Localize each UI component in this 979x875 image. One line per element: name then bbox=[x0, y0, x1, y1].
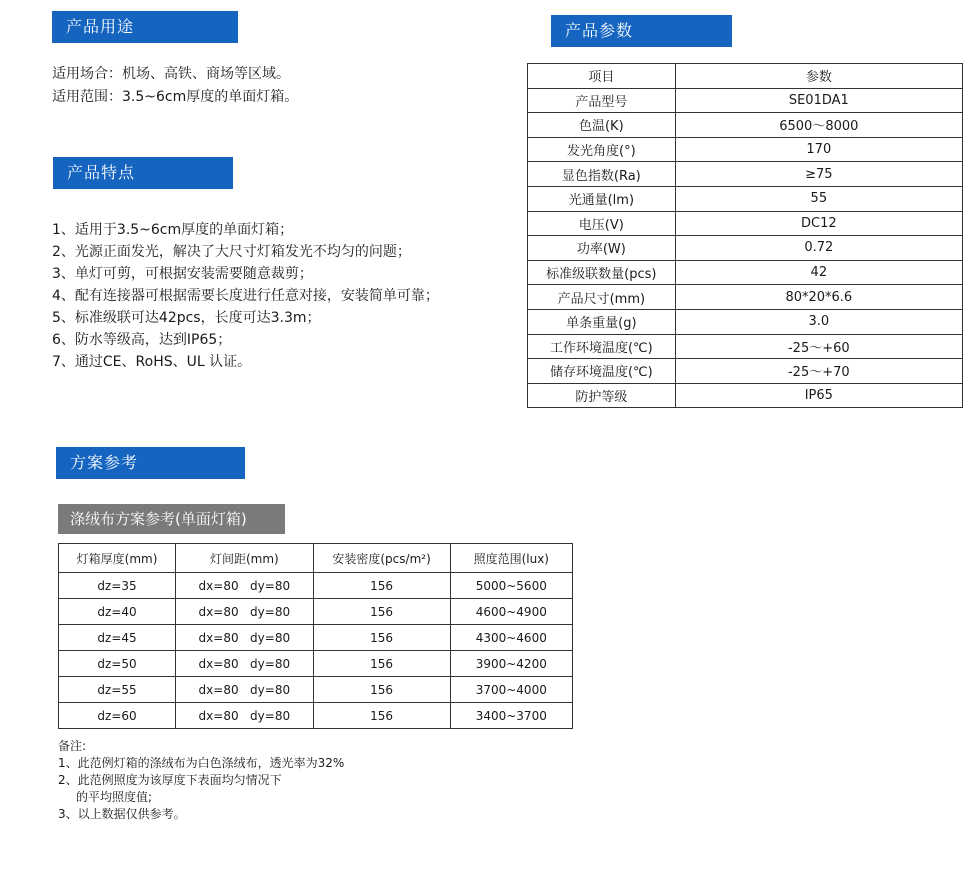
param-label: 色温(K) bbox=[528, 113, 676, 138]
scheme-header-lux: 照度范围(lux) bbox=[450, 544, 572, 573]
params-section-title: 产品参数 bbox=[565, 21, 634, 40]
dx-value: dx=80 bbox=[198, 630, 239, 645]
note-item-2: 2、此范例照度为该厚度下表面均匀情况下 bbox=[58, 773, 282, 787]
thickness-cell: dz=55 bbox=[59, 677, 176, 703]
table-row bbox=[59, 625, 573, 651]
dy-value: dy=80 bbox=[250, 656, 291, 671]
param-value: 80*20*6.6 bbox=[675, 285, 962, 310]
dx-value: dx=80 bbox=[198, 578, 239, 593]
table-row bbox=[59, 651, 573, 677]
params-header-item: 项目 bbox=[528, 64, 676, 89]
thickness-cell: dz=45 bbox=[59, 625, 176, 651]
lux-cell: 3900~4200 bbox=[450, 651, 572, 677]
lux-cell: 4300~4600 bbox=[450, 625, 572, 651]
param-value: 6500～8000 bbox=[675, 113, 962, 138]
table-row bbox=[59, 703, 573, 729]
dx-value: dx=80 bbox=[198, 708, 239, 723]
param-label: 标准级联数量(pcs) bbox=[528, 260, 676, 285]
scheme-header-thickness: 灯箱厚度(mm) bbox=[59, 544, 176, 573]
table-row bbox=[528, 113, 963, 138]
param-value: SE01DA1 bbox=[675, 88, 962, 113]
spacing-cell bbox=[176, 625, 313, 651]
thickness-cell: dz=40 bbox=[59, 599, 176, 625]
feature-item-1: 1、适用于3.5~6cm厚度的单面灯箱； bbox=[52, 222, 294, 238]
dx-value: dx=80 bbox=[198, 682, 239, 697]
param-label: 产品尺寸(mm) bbox=[528, 285, 676, 310]
density-cell: 156 bbox=[313, 625, 450, 651]
usage-line-1: 适用场合：机场、高铁、商场等区域。 bbox=[52, 66, 290, 82]
param-value: DC12 bbox=[675, 211, 962, 236]
table-row bbox=[528, 88, 963, 113]
note-item-2-continuation: 的平均照度值; bbox=[76, 790, 153, 804]
table-row bbox=[528, 309, 963, 334]
feature-item-3: 3、单灯可剪，可根据安装需要随意裁剪； bbox=[52, 266, 313, 282]
lux-cell: 3400~3700 bbox=[450, 703, 572, 729]
table-row bbox=[528, 186, 963, 211]
note-item-3: 3、以上数据仅供参考。 bbox=[58, 807, 186, 821]
scheme-header-spacing: 灯间距(mm) bbox=[176, 544, 313, 573]
table-row bbox=[59, 573, 573, 599]
scheme-subtitle-bar bbox=[58, 504, 285, 534]
features-section-header bbox=[53, 157, 233, 189]
density-cell: 156 bbox=[313, 599, 450, 625]
feature-item-2: 2、光源正面发光，解决了大尺寸灯箱发光不均匀的问题； bbox=[52, 244, 411, 260]
table-row bbox=[528, 236, 963, 261]
scheme-table-header-row bbox=[59, 544, 573, 573]
dy-value: dy=80 bbox=[250, 604, 291, 619]
thickness-cell: dz=50 bbox=[59, 651, 176, 677]
param-label: 储存环境温度(℃) bbox=[528, 359, 676, 384]
dy-value: dy=80 bbox=[250, 630, 291, 645]
param-label: 功率(W) bbox=[528, 236, 676, 261]
param-label: 电压(V) bbox=[528, 211, 676, 236]
param-value: 170 bbox=[675, 137, 962, 162]
spacing-cell bbox=[176, 573, 313, 599]
feature-item-7: 7、通过CE、RoHS、UL 认证。 bbox=[52, 354, 252, 370]
table-row bbox=[528, 211, 963, 236]
lux-cell: 5000~5600 bbox=[450, 573, 572, 599]
scheme-section-title: 方案参考 bbox=[70, 453, 139, 472]
density-cell: 156 bbox=[313, 703, 450, 729]
spacing-cell bbox=[176, 651, 313, 677]
param-value: ≥75 bbox=[675, 162, 962, 187]
param-label: 单条重量(g) bbox=[528, 309, 676, 334]
thickness-cell: dz=35 bbox=[59, 573, 176, 599]
table-row bbox=[528, 137, 963, 162]
param-value: 55 bbox=[675, 186, 962, 211]
scheme-header-density: 安装密度(pcs/m²) bbox=[313, 544, 450, 573]
feature-item-6: 6、防水等级高，达到IP65； bbox=[52, 332, 232, 348]
note-item-1: 1、此范例灯箱的涤绒布为白色涤绒布，透光率为32% bbox=[58, 756, 345, 770]
param-value: 42 bbox=[675, 260, 962, 285]
dy-value: dy=80 bbox=[250, 578, 291, 593]
lux-cell: 4600~4900 bbox=[450, 599, 572, 625]
scheme-table bbox=[58, 543, 573, 729]
param-value: 0.72 bbox=[675, 236, 962, 261]
spacing-cell bbox=[176, 703, 313, 729]
lux-cell: 3700~4000 bbox=[450, 677, 572, 703]
density-cell: 156 bbox=[313, 677, 450, 703]
dy-value: dy=80 bbox=[250, 708, 291, 723]
param-label: 防护等级 bbox=[528, 383, 676, 408]
param-value: 3.0 bbox=[675, 309, 962, 334]
table-row bbox=[528, 285, 963, 310]
param-label: 显色指数(Ra) bbox=[528, 162, 676, 187]
feature-item-4: 4、配有连接器可根据需要长度进行任意对接，安装简单可靠； bbox=[52, 288, 439, 304]
scheme-subtitle: 涤绒布方案参考(单面灯箱) bbox=[70, 510, 247, 528]
spacing-cell bbox=[176, 677, 313, 703]
table-row bbox=[528, 260, 963, 285]
scheme-section-header bbox=[56, 447, 245, 479]
table-row bbox=[528, 334, 963, 359]
table-row bbox=[528, 162, 963, 187]
param-label: 光通量(lm) bbox=[528, 186, 676, 211]
usage-line-2: 适用范围：3.5~6cm厚度的单面灯箱。 bbox=[52, 89, 299, 105]
table-row bbox=[59, 677, 573, 703]
note-item-2-cont bbox=[58, 789, 152, 806]
dy-value: dy=80 bbox=[250, 682, 291, 697]
feature-item-5: 5、标准级联可达42pcs，长度可达3.3m； bbox=[52, 310, 321, 326]
params-header-value: 参数 bbox=[675, 64, 962, 89]
notes-title: 备注: bbox=[58, 739, 87, 753]
table-row bbox=[59, 599, 573, 625]
dx-value: dx=80 bbox=[198, 656, 239, 671]
dx-value: dx=80 bbox=[198, 604, 239, 619]
thickness-cell: dz=60 bbox=[59, 703, 176, 729]
params-section-header bbox=[551, 15, 732, 47]
param-value: -25～+70 bbox=[675, 359, 962, 384]
param-label: 发光角度(°) bbox=[528, 137, 676, 162]
usage-section-title: 产品用途 bbox=[66, 17, 135, 36]
params-table-header-row bbox=[528, 64, 963, 89]
param-label: 工作环境温度(℃) bbox=[528, 334, 676, 359]
density-cell: 156 bbox=[313, 573, 450, 599]
density-cell: 156 bbox=[313, 651, 450, 677]
table-row bbox=[528, 383, 963, 408]
param-value: IP65 bbox=[675, 383, 962, 408]
spacing-cell bbox=[176, 599, 313, 625]
usage-section-header bbox=[52, 11, 238, 43]
table-row bbox=[528, 359, 963, 384]
param-value: -25～+60 bbox=[675, 334, 962, 359]
features-section-title: 产品特点 bbox=[67, 163, 136, 182]
param-label: 产品型号 bbox=[528, 88, 676, 113]
params-table bbox=[527, 63, 963, 408]
